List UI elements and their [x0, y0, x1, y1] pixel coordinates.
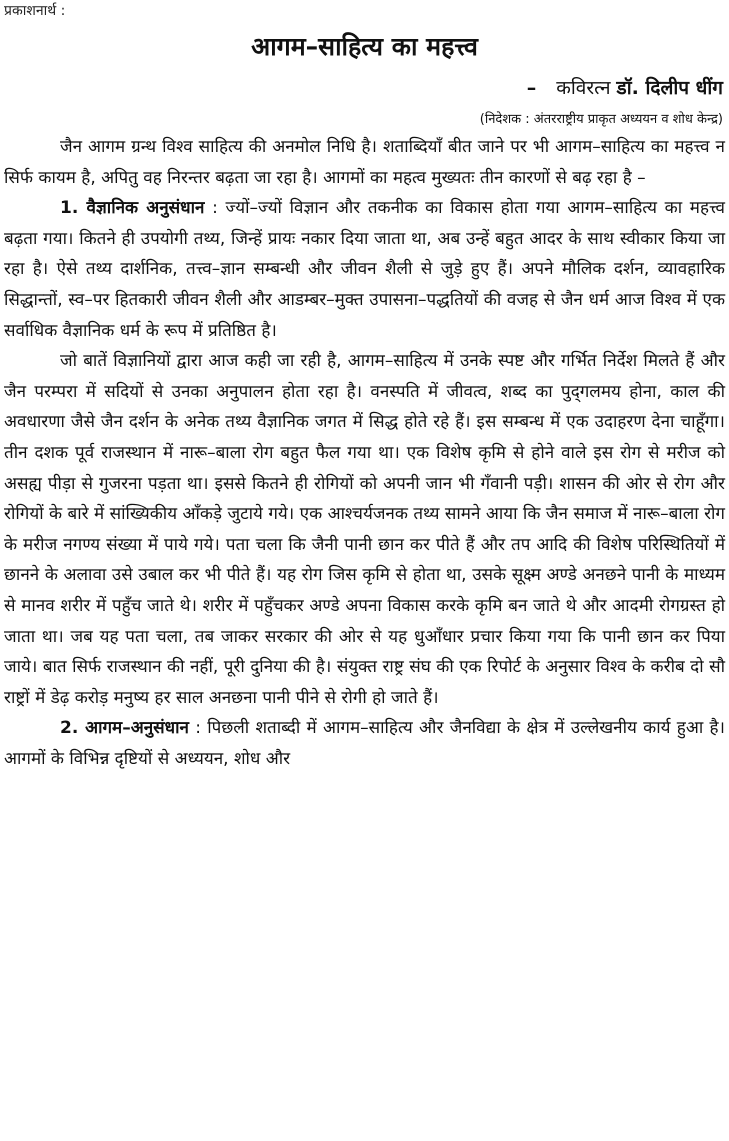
intro-paragraph: जैन आगम ग्रन्थ विश्व साहित्य की अनमोल निधि है। शताब्दियाँ बीत जाने पर भी आगम–साहित्य का महत्त्व न सिर्फ कायम है, अपितु वह निरन्तर बढ़ता जा रहा है। आगमों का महत्व मुख्यतः तीन कारणों से बढ़ रहा है –: [4, 137, 725, 188]
section-1-heading: 1. वैज्ञानिक अनुसंधान: [60, 198, 205, 219]
author-byline: [4, 74, 725, 102]
section-2-heading: 2. आगम–अनुसंधान: [60, 718, 189, 739]
section-1-paragraph: [4, 193, 725, 346]
byline-dash: –: [526, 77, 537, 99]
author-honorific: कविरत्न: [556, 77, 611, 99]
article-body: [4, 132, 725, 774]
article-title: आगम–साहित्य का महत्त्व: [251, 32, 478, 61]
example-paragraph: जो बातें विज्ञानियों द्वारा आज कही जा रही है, आगम–साहित्य में उनके स्पष्ट और गर्भित निर्देश मिलते हैं और जैन परम्परा में सदियों से उनका अनुपालन होता रहा है। वनस्पति में जीवत्व, शब्द का पुद्‌गलमय होना, काल की अवधारणा जैसे जैन दर्शन के अनेक तथ्य वैज्ञानिक जगत में सिद्ध होते रहे हैं। इस सम्बन्ध में एक उदाहरण देना चाहूँगा। तीन दशक पूर्व राजस्थान में नारू–बाला रोग बहुत फैल गया था। एक विशेष कृमि से होने वाले इस रोग से मरीज को असह्य पीड़ा से गुजरना पड़ता था। इससे कितने ही रोगियों को अपनी जान भी गँवानी पड़ी। शासन की ओर से रोग और रोगियों के बारे में सांख्यिकीय आँकड़े जुटाये गये। एक आश्चर्यजनक तथ्य सामने आया कि जैन समाज में नारू–बाला रोग के मरीज नगण्य संख्या में पाये गये। पता चला कि जैनी पानी छान कर पीते हैं और तप आदि की विशेष परिस्थितियों में छानने के अलावा उसे उबाल कर भी पीते हैं। यह रोग जिस कृमि से होता था, उसके सूक्ष्म अण्डे अनछने पानी के माध्यम से मानव शरीर में पहुँच जाते थे। शरीर में पहुँचकर अण्डे अपना विकास करके कृमि बन जाते थे और आदमी रोगग्रस्त हो जाता था। जब यह पता चला, तब जाकर सरकार की ओर से यह धुआँधार प्रचार किया गया कि पानी छान कर पिया जाये। बात सिर्फ राजस्थान की नहीं, पूरी दुनिया की है। संयुक्त राष्ट्र संघ की एक रिपोर्ट के अनुसार विश्व के करीब दो सौ राष्ट्रों में डेढ़ करोड़ मनुष्य हर साल अनछना पानी पीने से रोगी हो जाते हैं।: [4, 351, 725, 708]
publication-tag: प्रकाशनार्थ :: [4, 3, 66, 19]
author-affiliation: (निदेशक : अंतरराष्ट्रीय प्राकृत अध्ययन व शोध केन्द्र): [479, 112, 723, 127]
section-2-text: : पिछली शताब्दी में आगम–साहित्य और जैनविद्या के क्षेत्र में उल्लेखनीय कार्य हुआ है। आगमों के विभिन्न दृष्टियों से अध्ययन, शोध और: [4, 718, 725, 769]
author-name: डॉ. दिलीप धींग: [616, 77, 723, 99]
section-2-paragraph: [4, 713, 725, 774]
section-1-text: : ज्यों–ज्यों विज्ञान और तकनीक का विकास होता गया आगम–साहित्य का महत्त्व बढ़ता गया। कितने ही उपयोगी तथ्य, जिन्हें प्रायः नकार दिया जाता था, अब उन्हें बहुत आदर के साथ स्वीकार किया जा रहा है। ऐसे तथ्य दार्शनिक, तत्त्व–ज्ञान सम्बन्धी और जीवन शैली से जुड़े हुए हैं। अपने मौलिक दर्शन, व्यावहारिक सिद्धान्तों, स्व–पर हितकारी जीवन शैली और आडम्बर–मुक्त उपासना–पद्धतियों की वजह से जैन धर्म आज विश्व में एक सर्वाधिक वैज्ञानिक धर्म के रूप में प्रतिष्ठित है।: [4, 198, 725, 341]
